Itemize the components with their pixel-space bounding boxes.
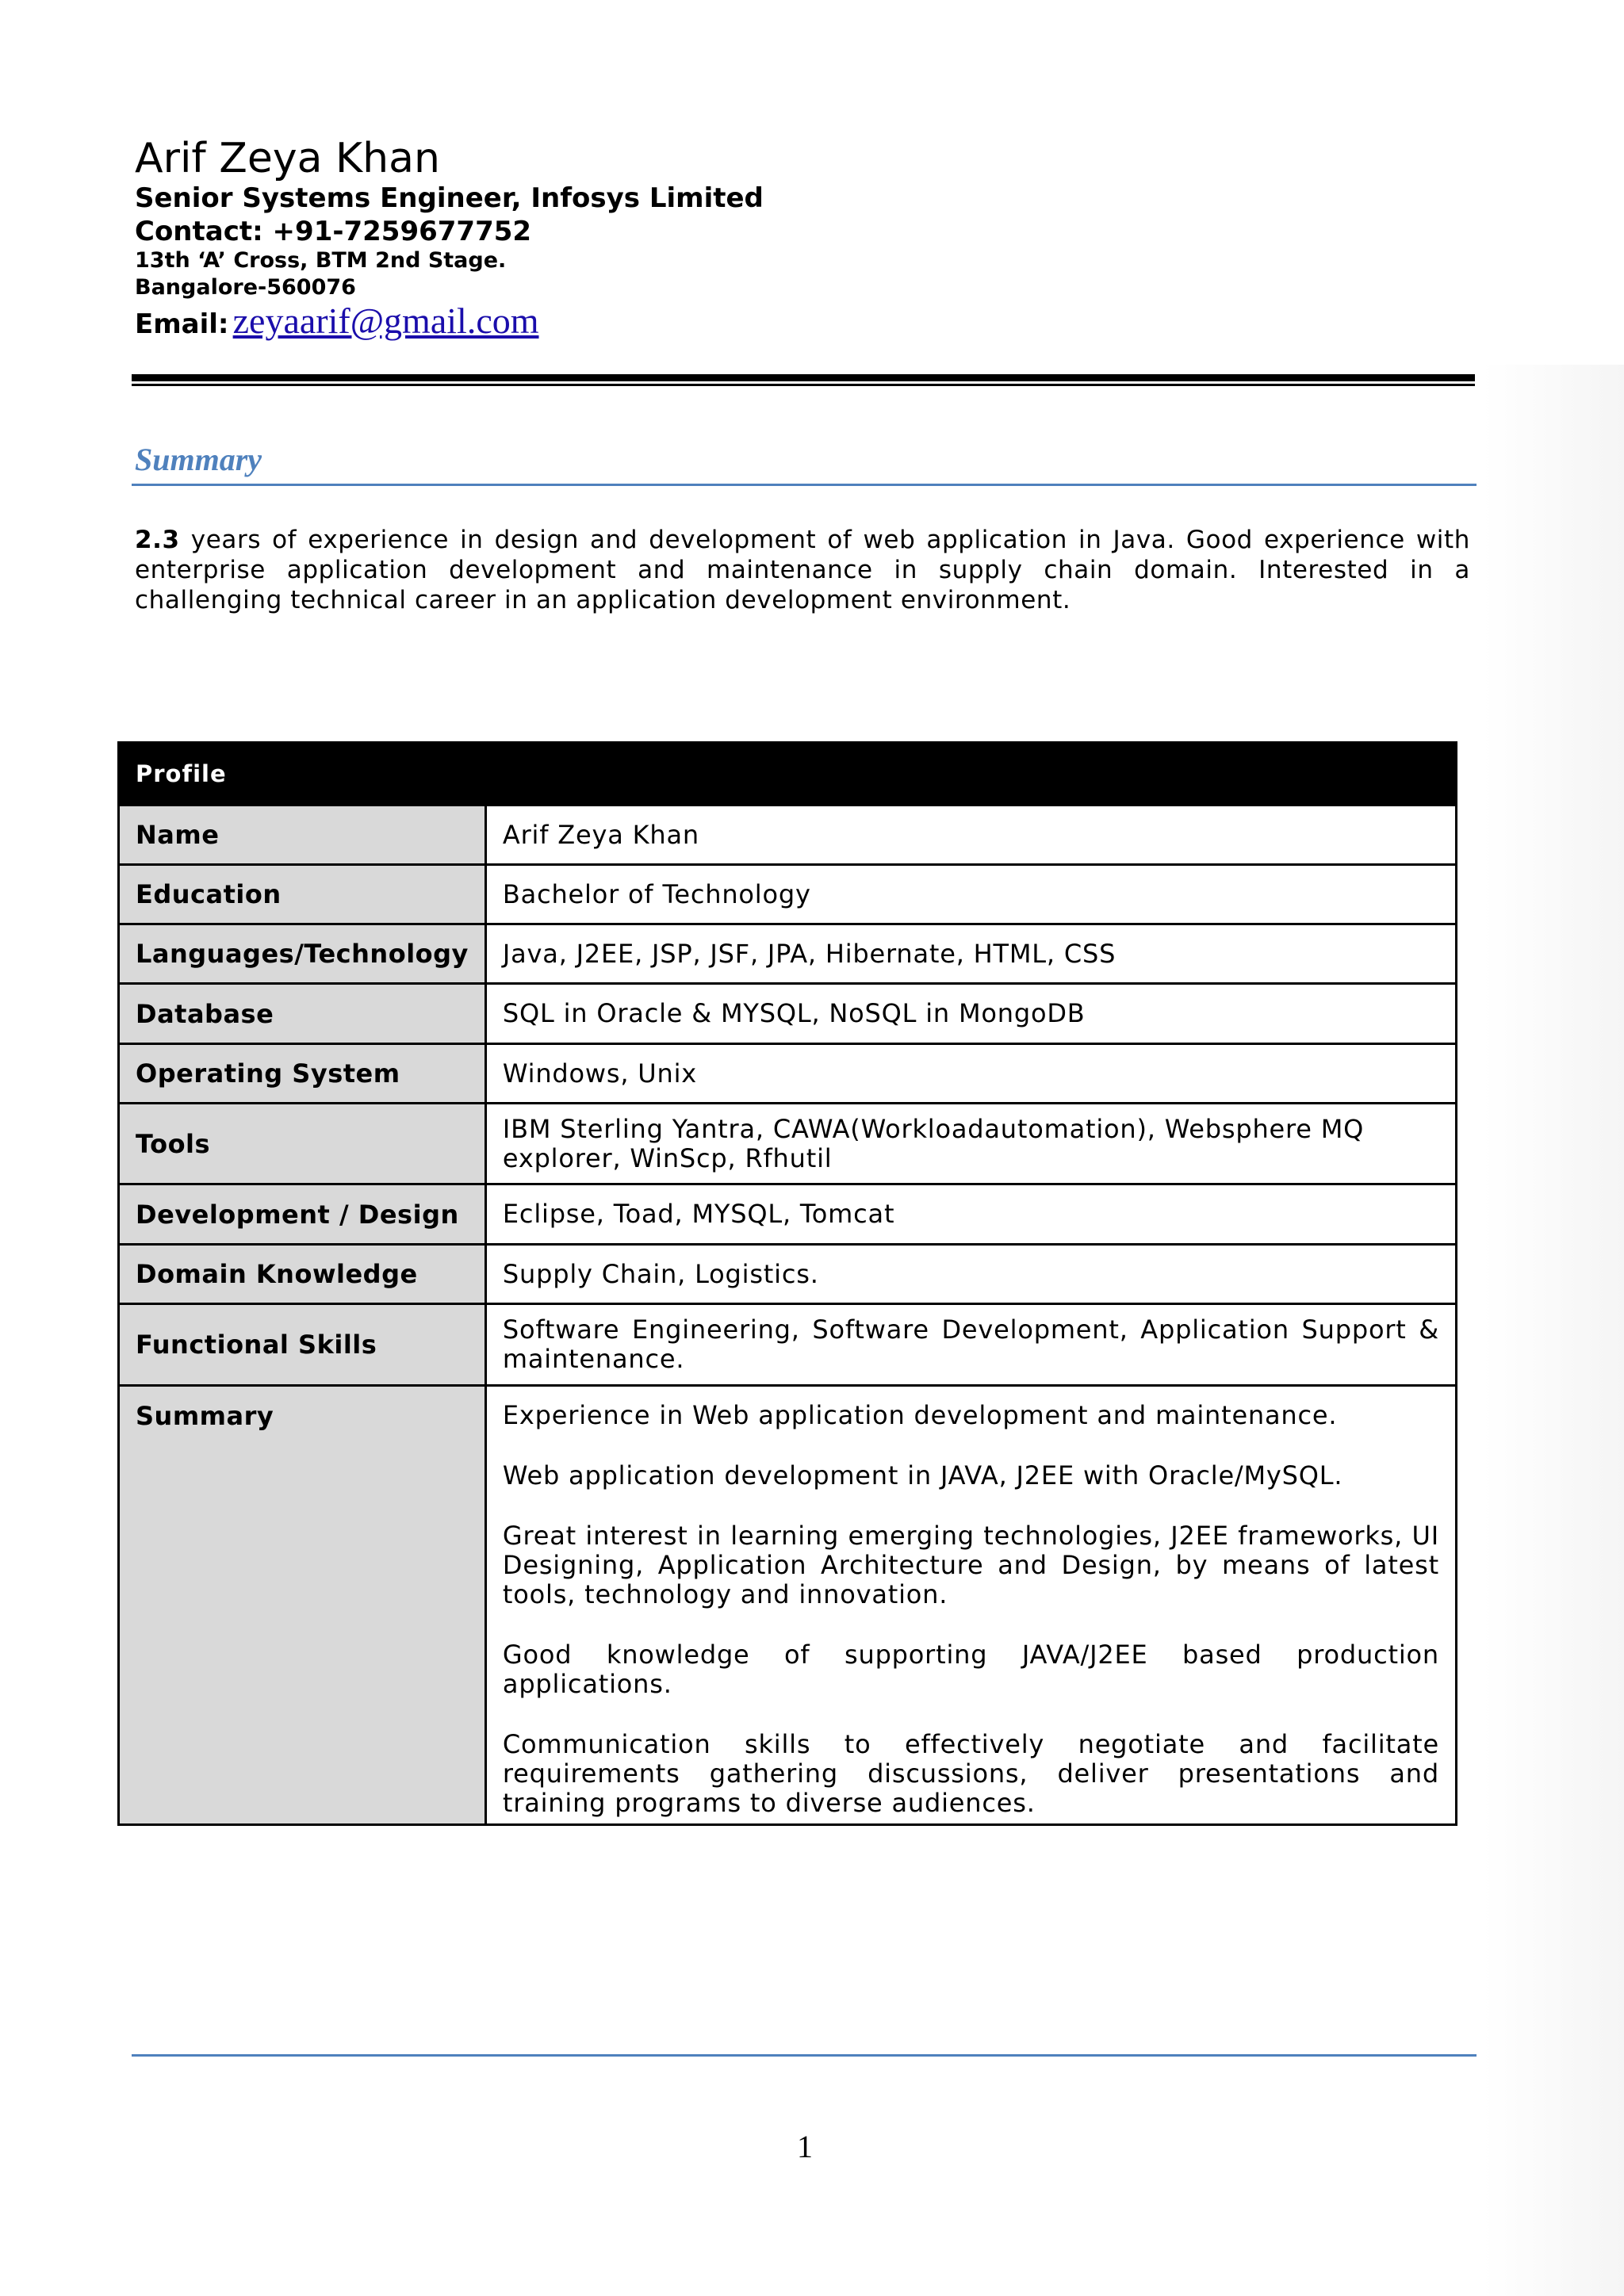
table-row	[119, 865, 1457, 924]
job-title: Senior Systems Engineer, Infosys Limited	[135, 182, 764, 214]
email-link[interactable]: zeyaarif@gmail.com	[232, 300, 539, 341]
page-number: 1	[797, 2129, 813, 2164]
row-value-os: Windows, Unix	[485, 1044, 1456, 1104]
table-row	[119, 924, 1457, 984]
candidate-name: Arif Zeya Khan	[135, 135, 440, 182]
email-label: Email:	[135, 308, 229, 340]
summary-item: Great interest in learning emerging technologies, J2EE frameworks, UI Designing, Application Architecture and Design, by means of latest tools, technology and innovation.	[502, 1521, 1439, 1609]
table-row	[119, 1044, 1457, 1104]
row-label-summary: Summary	[119, 1386, 486, 1825]
email-row	[135, 300, 539, 342]
summary-body: years of experience in design and development of web application in Java. Good experience with enterprise application development and maintenance in supply chain domain. Interested in a challenging technical career in an application development environment.	[135, 526, 1470, 614]
row-label-name: Name	[119, 806, 486, 865]
profile-header-row	[119, 743, 1457, 806]
row-label-functional: Functional Skills	[119, 1304, 486, 1386]
summary-divider	[132, 484, 1477, 486]
table-row	[119, 1386, 1457, 1825]
row-value-development: Eclipse, Toad, MYSQL, Tomcat	[485, 1184, 1456, 1245]
row-value-education: Bachelor of Technology	[485, 865, 1456, 924]
header-divider-thin	[132, 384, 1475, 386]
row-label-development: Development / Design	[119, 1184, 486, 1245]
footer-divider	[132, 2054, 1477, 2057]
summary-heading: Summary	[135, 442, 262, 477]
page-edge-shade	[1483, 365, 1624, 2296]
summary-item: Communication skills to effectively negotiate and facilitate requirements gathering discussions, deliver presentations and training programs to diverse audiences.	[502, 1729, 1439, 1818]
row-label-languages: Languages/Technology	[119, 924, 486, 984]
table-row	[119, 984, 1457, 1044]
summary-paragraph	[135, 525, 1470, 615]
profile-header: Profile	[119, 743, 1457, 806]
profile-table	[117, 741, 1457, 1826]
table-row	[119, 1304, 1457, 1386]
address-line-1: 13th ‘A’ Cross, BTM 2nd Stage.	[135, 248, 507, 273]
row-label-tools: Tools	[119, 1104, 486, 1184]
address-line-2: Bangalore-560076	[135, 275, 356, 300]
summary-item: Web application development in JAVA, J2EE with Oracle/MySQL.	[502, 1460, 1343, 1490]
summary-years: 2.3	[135, 526, 180, 554]
row-value-tools: IBM Sterling Yantra, CAWA(Workloadautomation), Websphere MQ explorer, WinScp, Rfhutil	[485, 1104, 1456, 1184]
summary-item: Experience in Web application development and maintenance.	[502, 1400, 1338, 1430]
row-value-domain: Supply Chain, Logistics.	[485, 1245, 1456, 1304]
header-divider-thick	[132, 374, 1475, 381]
table-row	[119, 1184, 1457, 1245]
summary-item: Good knowledge of supporting JAVA/J2EE based production applications.	[502, 1640, 1439, 1699]
table-row	[119, 1104, 1457, 1184]
row-value-summary	[485, 1386, 1456, 1825]
row-label-os: Operating System	[119, 1044, 486, 1104]
row-label-database: Database	[119, 984, 486, 1044]
row-value-database: SQL in Oracle & MYSQL, NoSQL in MongoDB	[485, 984, 1456, 1044]
table-row	[119, 806, 1457, 865]
table-row	[119, 1245, 1457, 1304]
row-label-education: Education	[119, 865, 486, 924]
row-label-domain: Domain Knowledge	[119, 1245, 486, 1304]
row-value-name: Arif Zeya Khan	[485, 806, 1456, 865]
row-value-functional: Software Engineering, Software Development, Application Support & maintenance.	[485, 1304, 1456, 1386]
row-value-languages: Java, J2EE, JSP, JSF, JPA, Hibernate, HTML, CSS	[485, 924, 1456, 984]
contact-phone: Contact: +91-7259677752	[135, 216, 532, 247]
